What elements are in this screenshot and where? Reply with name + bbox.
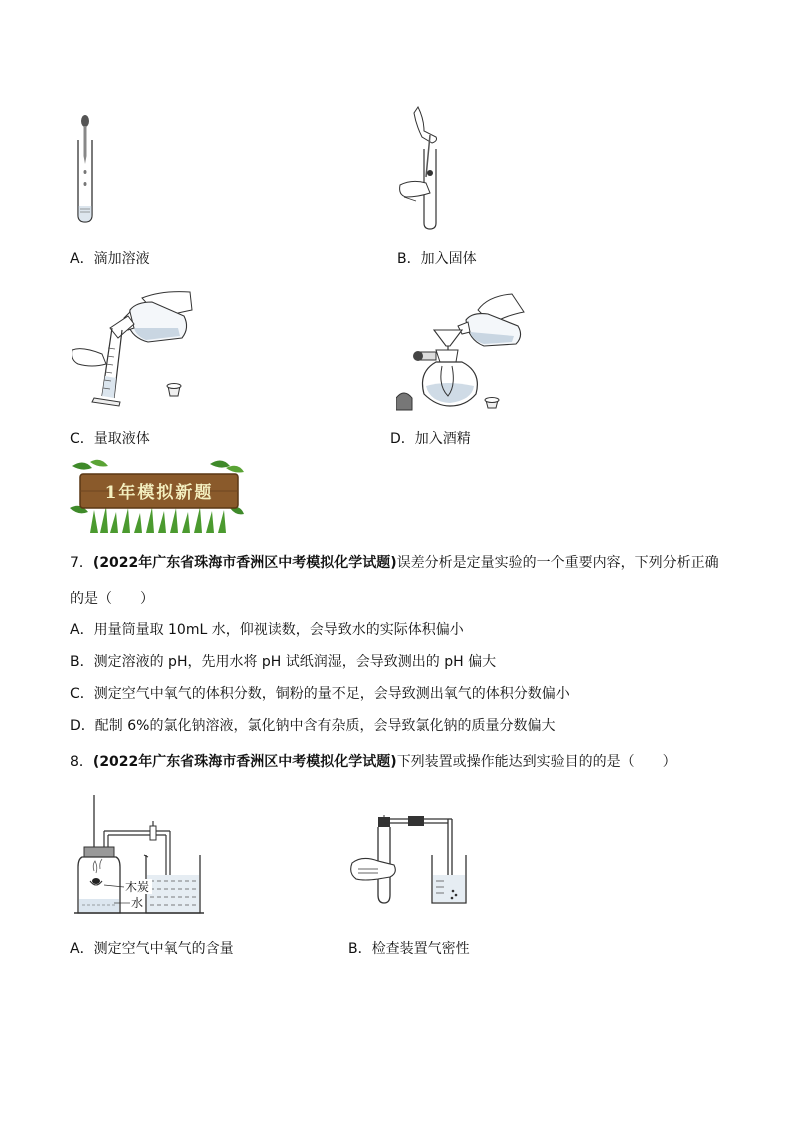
question-8-source: (2022年广东省珠海市香洲区中考模拟化学试题) (92, 754, 397, 770)
figure-airtightness-check (350, 815, 470, 910)
question-7-number: 7． (70, 555, 93, 571)
question-7-option-b: B．测定溶液的 pH，先用水将 pH 试纸润湿，会导致测出的 pH 偏大 (70, 654, 497, 670)
option-a-label: A．滴加溶液 (70, 251, 150, 267)
question-7-option-d: D．配制 6%的氯化钠溶液，氯化钠中含有杂质，会导致氯化钠的质量分数偏大 (70, 718, 556, 734)
label-water: 水 (131, 896, 144, 910)
grass-decoration (90, 506, 226, 533)
question-7-stem-line1: 误差分析是定量实验的一个重要内容，下列分析正确 (396, 555, 719, 571)
question-8-stem-text: 下列装置或操作能达到实验目的的是（ ） (396, 754, 677, 770)
label-charcoal: 木炭 (125, 880, 150, 894)
figure-adding-alcohol (396, 290, 531, 415)
figure-measuring-liquid (72, 288, 197, 413)
option-c-label: C．量取液体 (70, 431, 150, 447)
section-banner (70, 458, 245, 533)
figure-adding-solid (396, 105, 456, 233)
question-7-option-a: A．用量筒量取 10mL 水，仰视读数，会导致水的实际体积偏小 (70, 622, 464, 638)
question-8-number: 8． (70, 754, 93, 770)
figure-oxygen-content-apparatus (74, 795, 214, 920)
banner-text: 1年模拟新题 (104, 483, 214, 503)
question-8-option-a: A．测定空气中氧气的含量 (70, 941, 234, 957)
figure-dropping-solution (68, 112, 108, 227)
question-8-option-b: B．检查装置气密性 (348, 941, 470, 957)
question-7-stem (70, 554, 719, 572)
option-d-label: D．加入酒精 (390, 431, 471, 447)
question-7-option-c: C．测定空气中氧气的体积分数，铜粉的量不足，会导致测出氧气的体积分数偏小 (70, 686, 570, 702)
option-b-label: B．加入固体 (397, 251, 477, 267)
question-7-source: (2022年广东省珠海市香洲区中考模拟化学试题) (92, 555, 397, 571)
question-8-stem (70, 753, 677, 771)
question-7-stem-line2: 的是（ ） (70, 591, 154, 607)
